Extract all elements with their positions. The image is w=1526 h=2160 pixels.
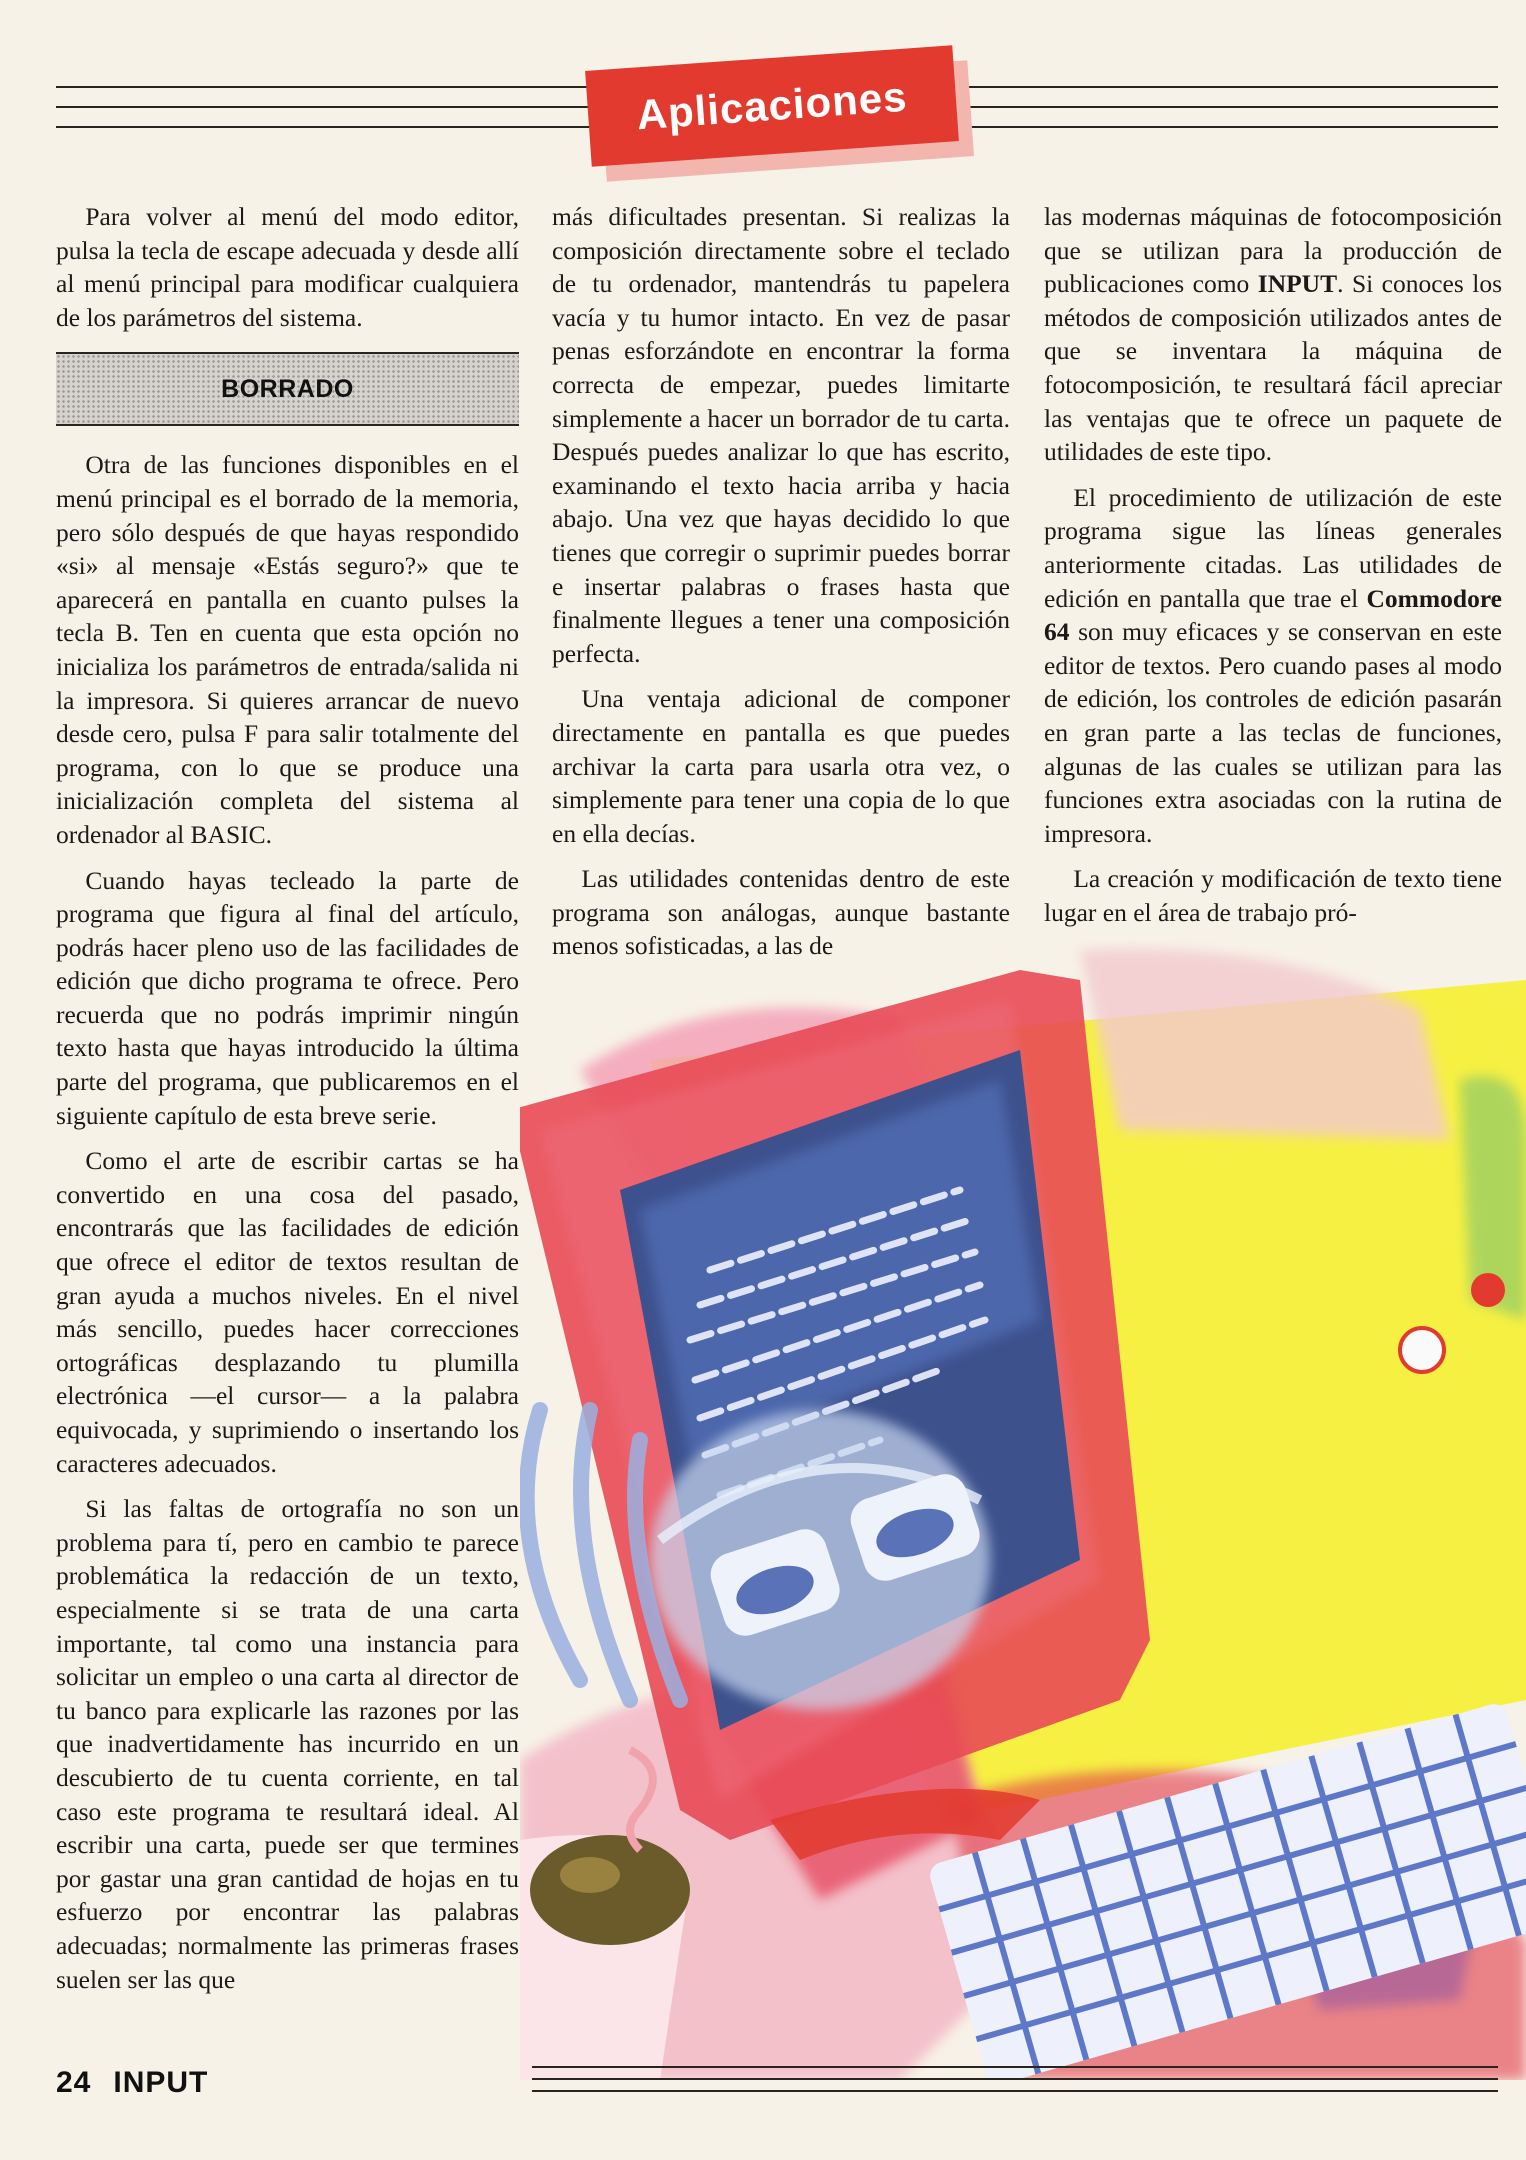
computer-illustration: [520, 940, 1526, 2080]
body-paragraph: más dificultades presentan. Si realizas la composición directamente sobre el teclado de tu ordenador, mantendrás tu papelera vacía y tu humor intacto. En vez de pasar penas esforzándote en encontrar la forma correcta de empezar, puedes limitarte simplemente a hacer un borrador de tu carta. Después puedes analizar lo que has escrito, examinando el texto hacia arriba y hacia abajo. Una vez que hayas decidido lo que tienes que corregir o suprimir puedes borrar e insertar palabras o frases hasta que finalmente llegues a tener una composición perfecta.: [552, 202, 1010, 668]
body-text: son muy eficaces y se conservan en este editor de textos. Pero cuando pases al modo de edición, los controles de edición pasarán en gran parte a las teclas de funciones, algunas de las cuales se utilizan para las funciones extra asociadas con la rutina de impresora.: [1044, 617, 1502, 848]
body-paragraph: Cuando hayas tecleado la parte de programa que figura al final del artículo, podrás hacer pleno uso de las facilidades de edición que dicho programa te ofrece. Pero recuerda que no podrás imprimir ningún texto hasta que hayas introducido la última parte del programa, que publicaremos en el siguiente capítulo de esta breve serie.: [56, 865, 519, 1130]
header-rule: [960, 106, 1498, 108]
body-paragraph: La creación y modificación de texto tiene lugar en el área de trabajo pró-: [1044, 864, 1502, 927]
magazine-name: INPUT: [1257, 269, 1338, 299]
page-number: 24: [56, 2066, 92, 2099]
body-text: las modernas máquinas de fotocomposición que se utilizan para la producción de publicaciones como: [1044, 202, 1502, 299]
computer-name: Commodore 64: [1044, 583, 1502, 647]
body-paragraph: Otra de las funciones disponibles en el menú principal es el borrado de la memoria, pero sólo después de que hayas respondido «si» al mensaje «Estás seguro?» que te aparecerá en pantalla en cuanto pulses la tecla B. Ten en cuenta que esta opción no inicializa los parámetros de entrada/salida ni la impresora. Si quieres arrancar de nuevo desde cero, pulsa F para salir totalmente del programa, con lo que se produce una inicialización completa del sistema al ordenador al BASIC.: [56, 450, 519, 849]
body-paragraph: Si las faltas de ortografía no son un problema para tí, pero en cambio te parece problemática la redacción de un texto, especialmente si se trata de una carta importante, tal como una instancia para solicitar un empleo o una carta al director de tu banco para explicarle las razones por las que inadvertidamente has incurrido en un descubierto de tu cuenta corriente, en tal caso este programa te resultará ideal. Al escribir una carta, puede ser que termines por gastar una gran cantidad de hojas en tu esfuerzo por encontrar las palabras adecuadas; normalmente las primeras frases suelen ser las que: [56, 1494, 519, 1994]
footer-rule: [532, 2066, 1498, 2068]
magazine-logo: INPUT: [113, 2066, 209, 2099]
text-column-3: [1044, 200, 1502, 941]
text-column-2: [552, 200, 1010, 975]
header-rule: [56, 126, 592, 128]
header-rule: [960, 126, 1498, 128]
subheading-box: [56, 352, 519, 426]
body-paragraph: Las utilidades contenidas dentro de este programa son análogas, aunque bastante menos sofisticadas, a las de: [552, 864, 1010, 961]
text-column-1: [56, 200, 519, 2008]
footer-rule: [532, 2090, 1498, 2092]
body-paragraph: [1044, 200, 1502, 469]
body-paragraph: Para volver al menú del modo editor, pulsa la tecla de escape adecuada y desde allí al menú principal para modificar cualquiera de los parámetros del sistema.: [56, 202, 519, 332]
body-paragraph: [1044, 481, 1502, 851]
header-rule: [56, 106, 592, 108]
page-folio: [56, 2066, 208, 2100]
footer-rule: [532, 2078, 1498, 2080]
subheading: BORRADO: [221, 374, 354, 403]
header-rule: [56, 86, 592, 88]
section-tag: Aplicaciones: [585, 45, 959, 166]
body-text: El procedimiento de utilización de este programa sigue las líneas generales anteriormente citadas. Las utilidades de edición en pantalla que trae el: [1044, 482, 1502, 613]
body-paragraph: Una ventaja adicional de componer directamente en pantalla es que puedes archivar la carta para usarla otra vez, o simplemente para tener una copia de lo que en ella decías.: [552, 684, 1010, 848]
computer-illustration-art: [520, 940, 1526, 2080]
body-text: . Si conoces los métodos de composición utilizados antes de que se inventara la máquina de fotocomposición, te resultará fácil apreciar las ventajas que te ofrece un paquete de utilidades de este tipo.: [1044, 269, 1502, 467]
header-rule: [960, 86, 1498, 88]
body-paragraph: Como el arte de escribir cartas se ha convertido en una cosa del pasado, encontrarás que las facilidades de edición que ofrece el editor de textos resultan de gran ayuda a muchos niveles. En el nivel más sencillo, puedes hacer correcciones ortográficas desplazando tu plumilla electrónica —el cursor— a la palabra equivocada, y suprimiendo o insertando los caracteres adecuados.: [56, 1146, 519, 1478]
